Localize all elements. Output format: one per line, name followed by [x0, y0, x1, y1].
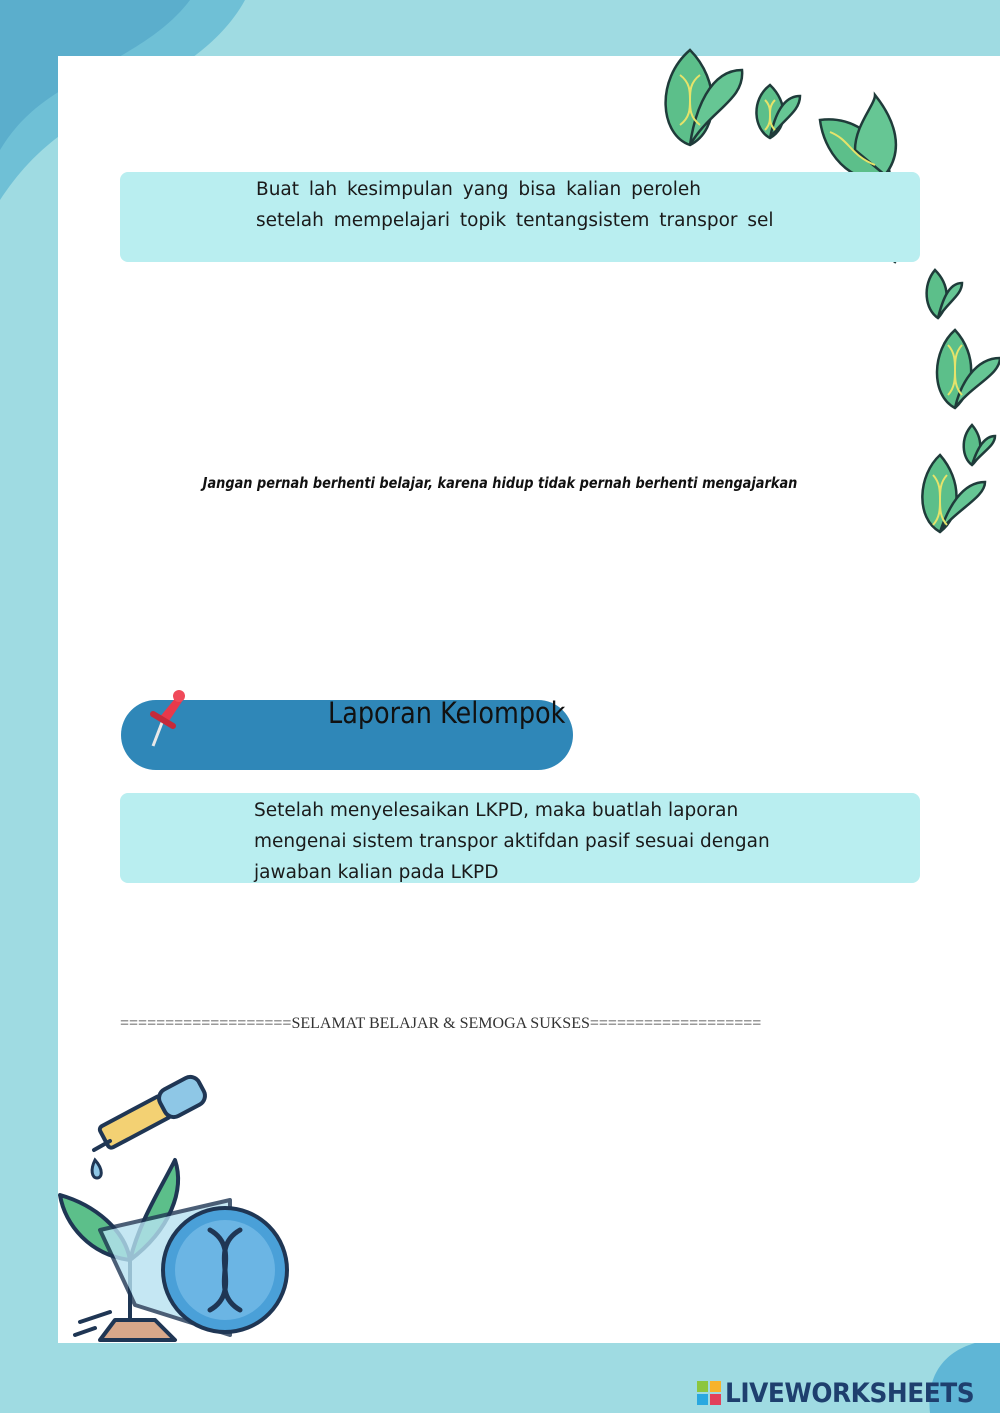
- liveworksheets-watermark: [697, 1376, 996, 1410]
- conclusion-text: Buat lah kesimpulan yang bisa kalian peroleh setelah mempelajari topik tentangsistem transpor sel: [256, 179, 774, 231]
- report-text: Setelah menyelesaikan LKPD, maka buatlah laporan mengenai sistem transpor aktifdan pasif sesuai dengan jawaban kalian pada LKPD: [254, 800, 770, 883]
- dna-lens-icon: [95, 1195, 290, 1345]
- closing-text: ===================SELAMAT BELAJAR & SEMOGA SUKSES===================: [120, 1015, 762, 1032]
- motto-text: Jangan pernah berhenti belajar, karena hidup tidak pernah berhenti mengajarkan: [202, 474, 798, 492]
- liveworksheets-logo-icon: [697, 1381, 721, 1405]
- report-title: Laporan Kelompok: [328, 696, 566, 730]
- pushpin-icon: [143, 688, 187, 750]
- leaf-dna-icon: [650, 40, 1000, 540]
- watermark-text: LIVEWORKSHEETS: [725, 1377, 975, 1409]
